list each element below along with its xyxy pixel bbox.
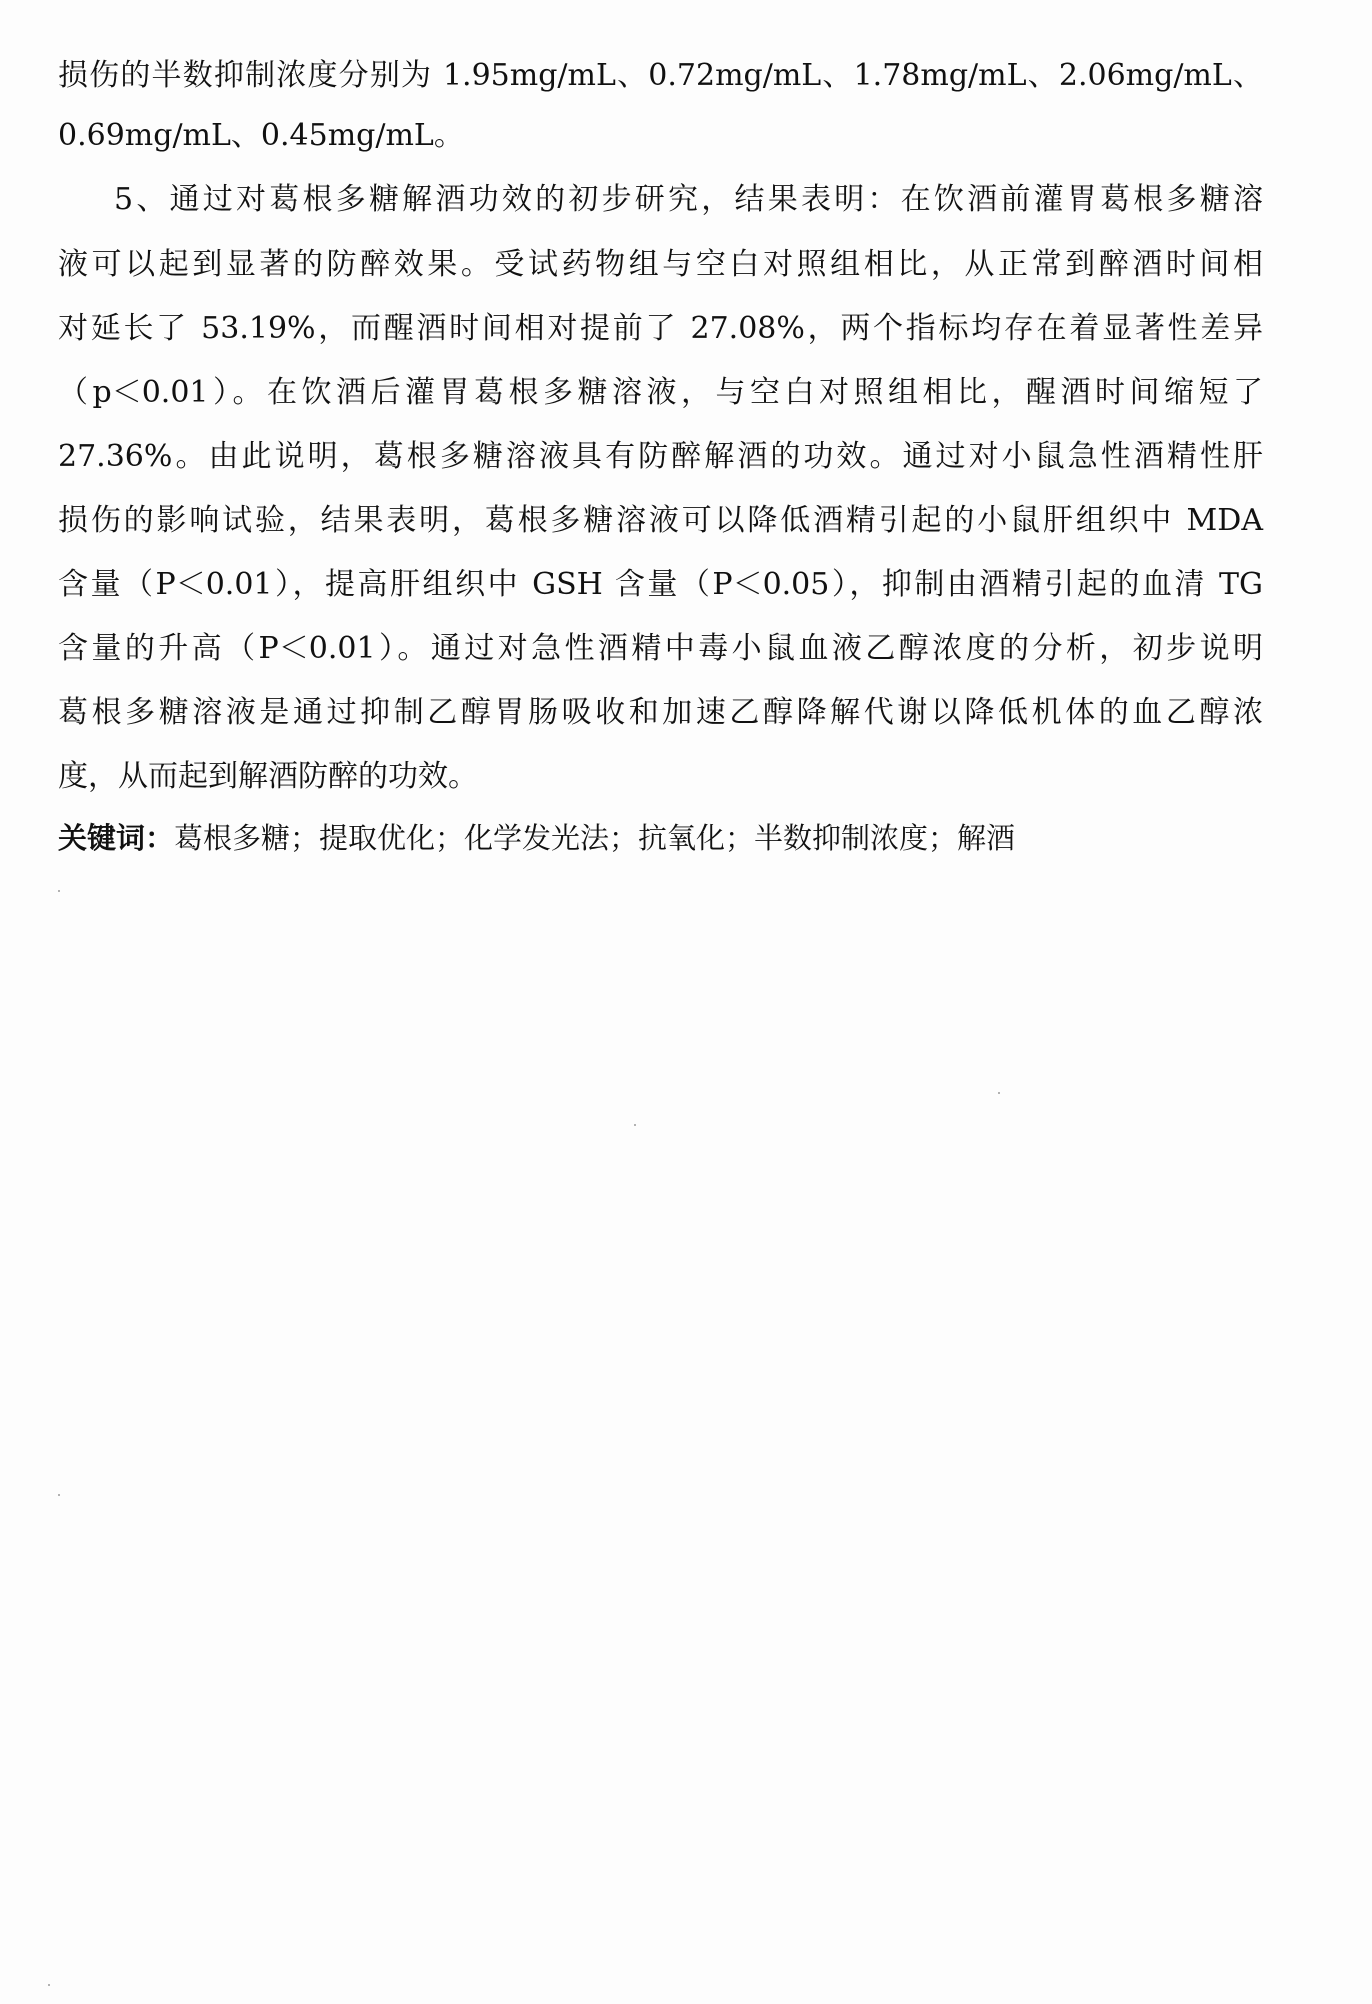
- paragraph-line: 对延长了 53.19%，而醒酒时间相对提前了 27.08%，两个指标均存在着显著性差异: [58, 311, 1263, 346]
- paragraph-line: 损伤的影响试验，结果表明，葛根多糖溶液可以降低酒精引起的小鼠肝组织中 MDA: [58, 503, 1263, 538]
- keywords-text: 葛根多糖；提取优化；化学发光法；抗氧化；半数抑制浓度；解酒: [174, 821, 1016, 855]
- paragraph-line: 葛根多糖溶液是通过抑制乙醇胃肠吸收和加速乙醇降解代谢以降低机体的血乙醇浓: [58, 695, 1263, 730]
- paragraph-line: 含量（P＜0.01），提高肝组织中 GSH 含量（P＜0.05），抑制由酒精引起的血清 TG: [58, 567, 1263, 602]
- scan-speck: [58, 890, 60, 892]
- scan-speck: [48, 1984, 50, 1986]
- paragraph-line: 含量的升高（P＜0.01）。通过对急性酒精中毒小鼠血液乙醇浓度的分析，初步说明: [58, 631, 1263, 666]
- paragraph-line: 度，从而起到解酒防醉的功效。: [58, 759, 478, 794]
- paragraph-line: 损伤的半数抑制浓度分别为 1.95mg/mL、0.72mg/mL、1.78mg/mL、2.06mg/mL、: [58, 58, 1263, 93]
- paragraph-line: 0.69mg/mL、0.45mg/mL。: [58, 118, 464, 153]
- scan-speck: [58, 1494, 60, 1496]
- keywords-label: 关键词：: [58, 821, 175, 855]
- paragraph-line: 27.36%。由此说明，葛根多糖溶液具有防醉解酒的功效。通过对小鼠急性酒精性肝: [58, 439, 1263, 474]
- paragraph-line: 5、通过对葛根多糖解酒功效的初步研究，结果表明：在饮酒前灌胃葛根多糖溶: [114, 182, 1263, 217]
- keywords-line: [58, 818, 1015, 858]
- scan-speck: [998, 1092, 1000, 1094]
- paragraph-line: 液可以起到显著的防醉效果。受试药物组与空白对照组相比，从正常到醉酒时间相: [58, 247, 1263, 282]
- scan-speck: [634, 1124, 636, 1126]
- paragraph-line: （p＜0.01）。在饮酒后灌胃葛根多糖溶液，与空白对照组相比，醒酒时间缩短了: [58, 375, 1263, 410]
